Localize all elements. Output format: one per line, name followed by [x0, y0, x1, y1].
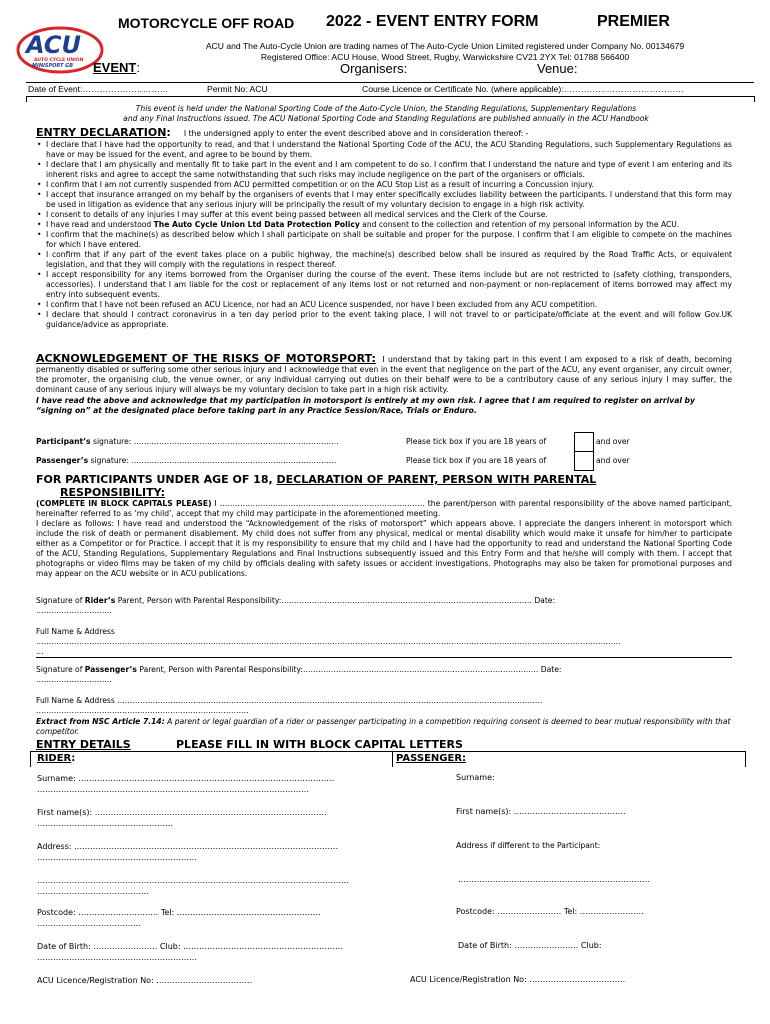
- acknowledgement-statement: I have read the above and acknowledge that my participation in motorsport is entirely at my own risk. I agree that I am required to register on arrival by “signing on” at the designated place before taking part in any Practice Session/Race, Trials or Enduro.: [36, 396, 695, 415]
- declaration-item: • I confirm that I am not currently suspended from ACU permitted competition or on the ACU Stop List as a result of incurring a Concussion injury.: [36, 180, 732, 190]
- declaration-item: • I declare that I am physically and mentally fit to take part in the event and I am competent to do so. I confirm that I understand the nature and type of event I am entering and its inherent risks and agree to accept the same notwithstanding that such risks may include negligence on the part of the organisers or officials.: [36, 160, 732, 180]
- section-rule: [36, 657, 732, 658]
- rider-first-name-field[interactable]: First name(s): …………………………………………………………………………… ……………………………………………: [37, 808, 327, 828]
- acknowledgement-section: [36, 354, 732, 416]
- rider-licence-field[interactable]: ACU Licence/Registration No: ………………………………: [37, 976, 253, 985]
- declaration-list: [36, 140, 732, 330]
- declaration-item: • I accept responsibility for any items borrowed from the Organiser during the course of the event. These items include but are not restricted to (safety clothing, transponders, accessories). I understand that I am liable for the cost or replacement of any items lost or not returned and non-payment or non-replacement of items borrowed may affect my entry into subsequent events.: [36, 270, 732, 300]
- rider-address-line2-field[interactable]: ……………………………………………………………………………………………………… ……………………………………: [37, 876, 349, 896]
- title-right: PREMIER: [597, 13, 670, 30]
- nsc-extract: Extract from NSC Article 7.14: A parent or legal guardian of a rider or passenger participating in a competition requiring consent is deemed to bear mutual responsibility with that competitor.: [36, 717, 731, 736]
- passenger-column-label: PASSENGER:: [396, 753, 467, 764]
- logo-sub1: AUTO CYCLE UNION: [34, 58, 84, 63]
- declaration-item: • I confirm that I have not been refused an ACU Licence, nor had an ACU Licence suspended, nor have I been excluded from any ACU competition.: [36, 300, 732, 310]
- parental-heading: FOR PARTICIPANTS UNDER AGE OF 18, DECLARATION OF PARENT, PERSON WITH PARENTAL: [36, 473, 597, 486]
- participant-age-text: Please tick box if you are 18 years of: [406, 437, 547, 446]
- passenger-age-checkbox[interactable]: [574, 451, 594, 471]
- rider-parent-name-address[interactable]: Full Name & Address …………………………………………………………………………………………………………………………………………………………………………………………………………… …: [36, 627, 621, 656]
- participant-and-over: and over: [596, 437, 630, 446]
- passenger-and-over: and over: [596, 456, 630, 465]
- rider-surname-field[interactable]: Surname: …………………………………………………………………………………… …………………………………………………………………………………………: [37, 774, 335, 794]
- rider-dob-club-field[interactable]: Date of Birth: …………………… Club: …………………………………………………… ……………………………………………………: [37, 942, 344, 962]
- entry-details-heading: ENTRY DETAILS: [36, 738, 131, 751]
- passenger-parent-signature[interactable]: Signature of Passenger’s Parent, Person with Parental Responsibility:………………………………………………………………………………… Date: …………………………: [36, 665, 562, 684]
- rider-address-field[interactable]: Address: ……………………………………………………………………………………… ……………………………………………………: [37, 842, 339, 862]
- acu-logo: [16, 26, 104, 74]
- passenger-age-text: Please tick box if you are 18 years of: [406, 456, 547, 465]
- title-left: MOTORCYCLE OFF ROAD: [118, 15, 295, 31]
- passenger-surname-field[interactable]: Surname:: [456, 773, 495, 782]
- event-label: EVENT:: [93, 60, 140, 75]
- title-main: 2022 - EVENT ENTRY FORM: [326, 13, 539, 30]
- rider-parent-signature[interactable]: Signature of Rider’s Parent, Person with Parental Responsibility:……………………………………………………………………………………… Date: …………………………: [36, 596, 556, 615]
- passenger-parent-name-address[interactable]: Full Name & Address …………………………………………………………………………………………………………………………………………………… …………………………………………………………………………: [36, 696, 543, 715]
- logo-sub2: MINISPORT GB: [32, 63, 74, 69]
- declaration-item: • I accept that insurance arranged on my behalf by the organisers of events that I may enter specifically excludes liability between the participants. I understand that this form may be used in litigation as evidence that any serious injury will be principally the result of my voluntary decision to engage in a high risk activity.: [36, 190, 732, 210]
- company-line: ACU and The Auto-Cycle Union are trading names of The Auto-Cycle Union Limited registered under Company No. 00134679: [205, 41, 685, 51]
- entry-declaration-heading: ENTRY DECLARATION: [36, 126, 167, 139]
- meta-rule: [26, 96, 754, 97]
- acknowledgement-heading: ACKNOWLEDGEMENT OF THE RISKS OF MOTORSPORT:: [36, 352, 376, 365]
- passenger-signature[interactable]: Passenger’s signature: ………………………………………………………………………: [36, 456, 337, 465]
- logo-text: ACU: [26, 31, 81, 59]
- entry-declaration: ENTRY DECLARATION: I the undersigned apply to enter the event described above and in consideration thereof: - • I declare that I have had the opportunity to read, and that I understand the National Sporting Code of the ACU, the ACU Standing Regulations, such Supplementary Regulations as have or may be issued for the event, and agree to be bound by them. • I declare that I am physically and mentally fit to take part in the event and I am competent to do so. I confirm that I understand the nature and type of event I am entering and its inherent risks and agree to accept the same notwithstanding that such risks may include negligence on the part of the organisers or officials. • I confirm that I am not currently suspended from ACU permitted competition or on the ACU Stop List as a result of incurring a Concussion injury. • I accept that insurance arranged on my behalf by the organisers of events that I may enter specifically excludes liability between the participants. I understand that this form may be used in litigation as evidence that any serious injury will be principally the result of my voluntary decision to engage in a high risk activity. • I consent to details of any injuries I may suffer at this event being passed between all medical services and the Clerk of the Course. • I have read and understood The Auto Cycle Union Ltd Data Protection Policy and consent to the collection and retention of my personal information by the ACU. • I confirm that the machine(s) as described below which I shall participate on shall be suitable and proper for the purpose. I confirm that I am eligible to compete on the machines for which I have entered. • I confirm that if any part of the event takes place on a public highway, the machine(s) described below shall be insured as required by the Road Traffic Acts, or equivalent legislation, and that they will comply with the regulations in respect thereof. • I accept responsibility for any items borrowed from the Organiser during the course of the event. These items include but are not restricted to (safety clothing, transponders, accessories). I understand that I am liable for the cost or replacement of any items lost or not returned and non-payment or non-replacement of items borrowed may affect my entry into subsequent events. • I confirm that I have not been refused an ACU Licence, nor had an ACU Licence suspended, nor have I been excluded from any ACU competition. • I declare that should I contract coronavirus in a ten day period prior to the event taking place, I will not travel to or participate/officiate at the event and will follow Gov.UK guidance/advice as appropriate.: [36, 124, 732, 330]
- entry-table-top: [30, 751, 746, 752]
- passenger-licence-field[interactable]: ACU Licence/Registration No: ………………………………: [410, 975, 626, 984]
- date-of-event-field[interactable]: Date of Event:…………………………: [28, 84, 169, 94]
- declaration-item: • I consent to details of any injuries I may suffer at this event being passed between all medical services and the Clerk of the Course.: [36, 210, 732, 220]
- declaration-item: • I confirm that the machine(s) as described below which I shall participate on shall be suitable and proper for the purpose. I confirm that I am eligible to compete on the machines for which I have entered.: [36, 230, 732, 250]
- declaration-item: • I confirm that if any part of the event takes place on a public highway, the machine(s) described below shall be insured as required by the Road Traffic Acts, or equivalent legislation, and that they will comply with the regulations in respect thereof.: [36, 250, 732, 270]
- declaration-item: • I declare that I have had the opportunity to read, and that I understand the National Sporting Code of the ACU, the ACU Standing Regulations, such Supplementary Regulations as have or may be issued for the event, and agree to be bound by them.: [36, 140, 732, 160]
- rider-postcode-tel-field[interactable]: Postcode: ………………………… Tel: ……………………………………………… …………………………………: [37, 908, 321, 928]
- header-rule: [26, 82, 754, 83]
- passenger-address-field[interactable]: Address if different to the Participant:: [456, 841, 601, 850]
- organisers-label: Organisers:: [340, 61, 408, 76]
- parental-heading-2: RESPONSIBILITY:: [60, 486, 166, 499]
- office-line: Registered Office: ACU House, Wood Street, Rugby, Warwickshire CV21 2YX Tel: 01788 566400: [260, 52, 630, 62]
- entry-details-subheading: PLEASE FILL IN WITH BLOCK CAPITAL LETTERS: [176, 738, 463, 751]
- acknowledgement-text: I understand that by taking part in this event I am exposed to a risk of death, becoming permanently disabled or suffering some other serious injury and I acknowledge that even in the event that negligence on the part of the ACU, any event organiser, any circuit owner, the promoter, the organising club, the venue owner, or any individual carrying out duties on their behalf were to be a contributory cause of any serious injury I may suffer, the dominant cause of any serious injury will always be my voluntary decision to take part in a high risk activity.: [36, 355, 733, 394]
- entry-declaration-intro: I the undersigned apply to enter the event described above and in consideration thereof: -: [183, 129, 529, 138]
- passenger-address-line2-field[interactable]: ………………………………………………………………: [458, 875, 650, 884]
- parental-declaration: (COMPLETE IN BLOCK CAPITALS PLEASE) I ……………………………………………………………………… the parent/person with parental responsibility of the above named participant, hereinafter referred to as ‘my child’, accept that my child may participate in the aforementioned meeting. I declare as follows: I have read and understood the “Acknowledgement of the risks of motorsport” which appears above. I appreciate the dangers inherent in motorsport which include the risk of death or permanent disablement. My child does not suffer from any physical, medical or mental disability which would make it unsafe for him/her to participate either as a Competitor or for Practice. I accept that it is my responsibility to ensure that my child and I have had the opportunity to read and understand the National Sporting Code of the ACU, Standing Regulations, Supplementary Regulations and Final Instructions subsequently issued and this Entry Form and that he/she will comply with them. I accept that photographs or video films may be taken of my child by officials dealing with safety issues or accident investigations. Photographs may also be taken for promotional purposes and may appear on the ACU website or in ACU publications.: [36, 499, 732, 578]
- permit-field[interactable]: Permit No: ACU: [207, 84, 268, 94]
- declaration-item-data-protection: • I have read and understood The Auto Cycle Union Ltd Data Protection Policy and consent to the collection and retention of my personal information by the ACU.: [36, 220, 732, 230]
- declaration-item: • I declare that should I contract coronavirus in a ten day period prior to the event taking place, I will not travel to or participate/officiate at the event and will follow Gov.UK guidance/advice as appropriate.: [36, 310, 732, 330]
- passenger-first-name-field[interactable]: First name(s): ……………………………………: [456, 807, 626, 816]
- participant-age-checkbox[interactable]: [574, 432, 594, 452]
- nsc-notice: This event is held under the National Sporting Code of the Auto-Cycle Union, the Standing Regulations, Supplementary Regulations and any Final Instructions issued. The ACU National Sporting Code and Standing Regulations are published annually in the ACU Handbook: [123, 104, 649, 123]
- passenger-dob-club-field[interactable]: Date of Birth: …………………… Club:: [458, 941, 602, 950]
- passenger-postcode-tel-field[interactable]: Postcode: …………………… Tel: ……………………: [456, 907, 644, 916]
- course-licence-field[interactable]: Course Licence or Certificate No. (where applicable):……………………………………: [362, 84, 684, 94]
- venue-label: Venue:: [537, 61, 578, 76]
- rider-column-label: RIDER:: [37, 753, 76, 764]
- participant-signature[interactable]: Participant’s signature: ………………………………………………………………………: [36, 437, 339, 446]
